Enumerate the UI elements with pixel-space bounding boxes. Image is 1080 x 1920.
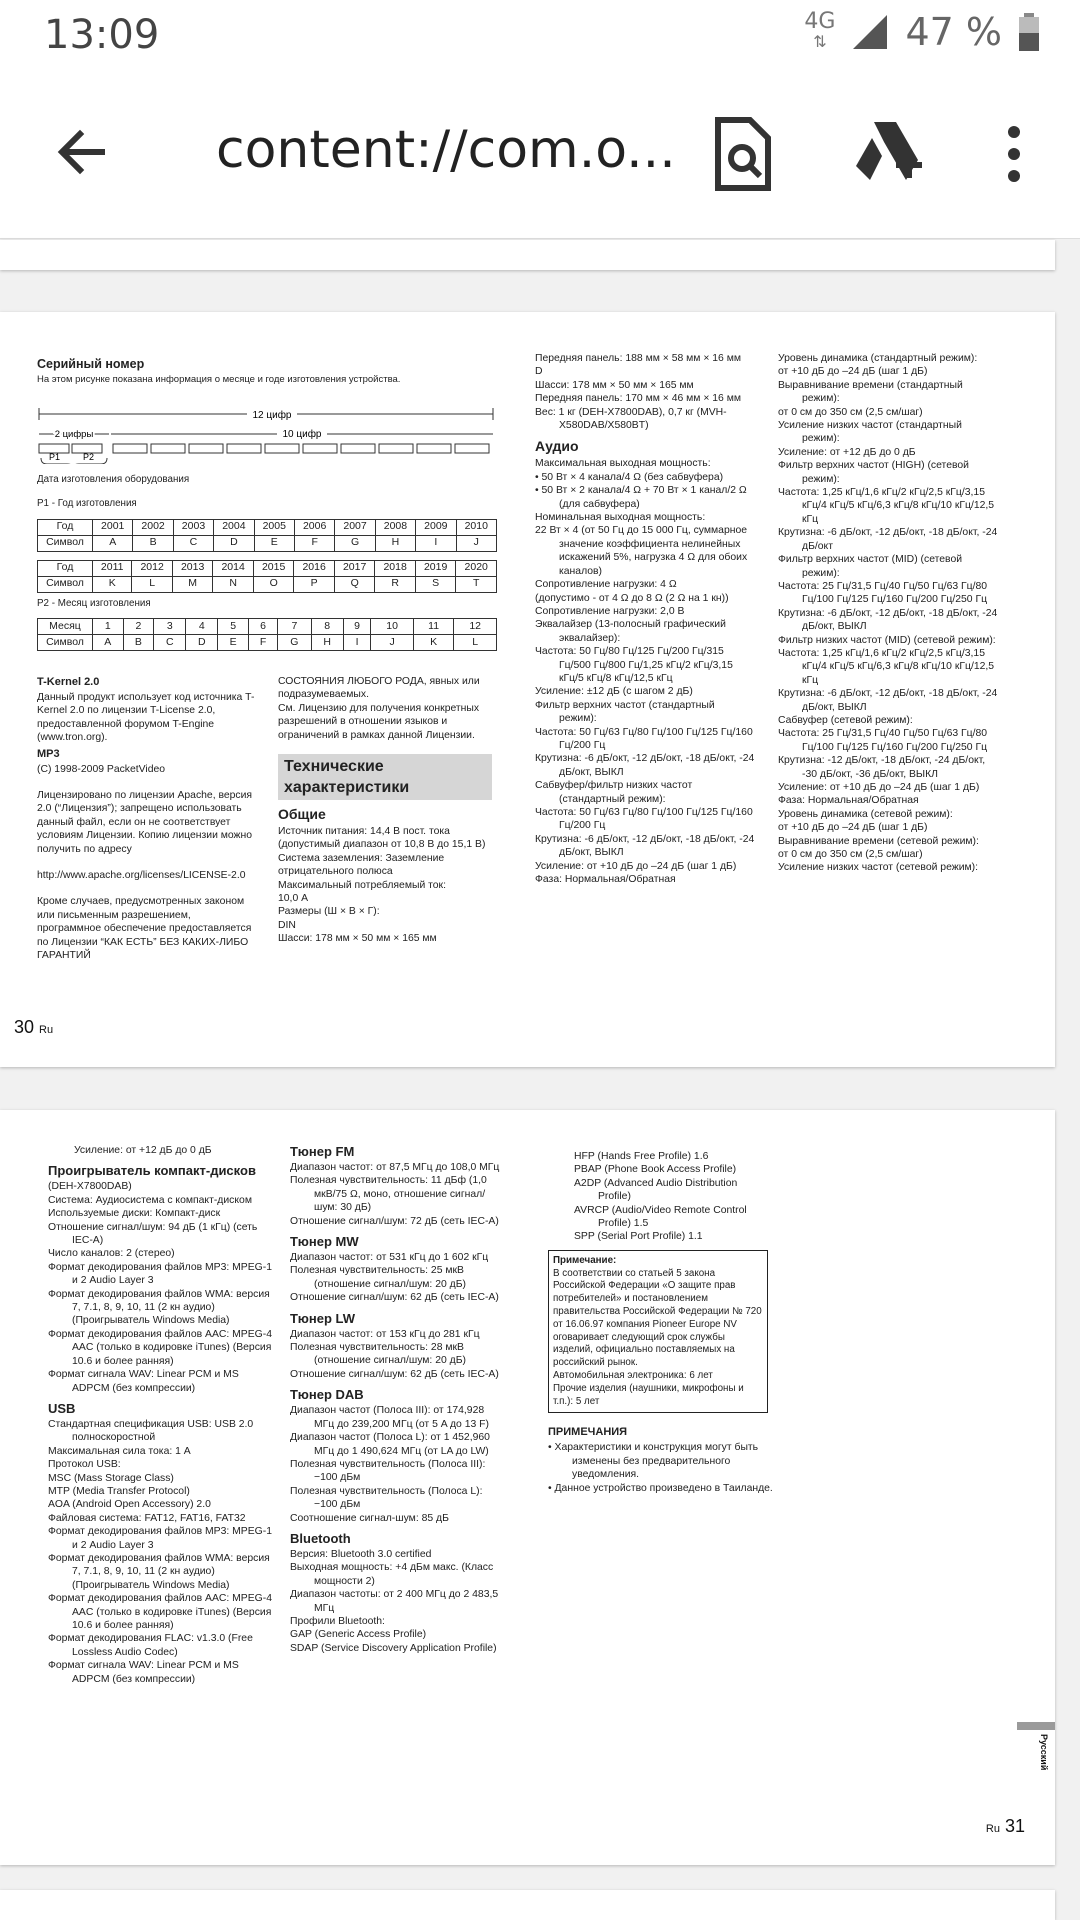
spec-line: HFP (Hands Free Profile) 1.6	[574, 1151, 709, 1162]
page-number-value: 31	[1004, 1816, 1025, 1836]
spec-line: Выравнивание времени (сетевой режим):	[778, 835, 979, 847]
table-cell: 2019	[415, 560, 456, 576]
spec-line: Число каналов: 2 (стерео)	[48, 1248, 175, 1260]
more-vert-icon[interactable]	[1000, 116, 1028, 192]
page30-column-1	[37, 352, 497, 651]
spec-line: Формат сигнала WAV: Linear PCM и MS ADPCM (без компрессии)	[48, 1369, 239, 1394]
serial-digit-boxes	[39, 444, 489, 453]
serial-digit-box	[341, 444, 375, 453]
table-cell: 2012	[132, 560, 173, 576]
cd-player-title: Проигрыватель компакт-дисков	[48, 1163, 256, 1179]
note-auto: Автомобильная электроника: 6 лет	[553, 1370, 713, 1382]
bass-boost-line: Усиление: от +12 дБ до 0 дБ	[74, 1145, 212, 1156]
spec-line: Крутизна: -6 дБ/окт, -12 дБ/окт, -18 дБ/окт, -24 дБ/окт, ВЫКЛ	[535, 753, 755, 778]
spec-line: Частота: 25 Гц/31,5 Гц/40 Гц/50 Гц/63 Гц/80 Гц/100 Гц/125 Гц/160 Гц/200 Гц/250 Гц	[778, 728, 988, 753]
spec-line: DIN	[278, 919, 296, 931]
spec-line: Диапазон частот: от 153 кГц до 281 кГц	[290, 1328, 480, 1340]
spec-line: SDAP (Service Discovery Application Profile)	[290, 1642, 497, 1654]
spec-line: Передняя панель: 170 мм × 46 мм × 16 мм	[535, 393, 742, 405]
spec-line: от 0 см до 350 см (2,5 см/шаг)	[778, 849, 923, 861]
table-cell: N	[213, 576, 254, 592]
spec-line: Усиление низких частот (стандартный режим):	[778, 420, 962, 445]
symbol-header: Символ	[38, 576, 93, 592]
next-page-edge	[0, 1890, 1055, 1920]
spec-line: Уровень динамика (стандартный режим):	[778, 353, 978, 364]
spec-line: Сабвуфер/фильтр низких частот (стандартный режим):	[535, 780, 693, 805]
table-cell: G	[278, 635, 312, 651]
spec-line: (допустимо - от 4 Ω до 8 Ω (2 Ω на 1 кн))	[535, 592, 729, 604]
mp3-text: (C) 1998-2009 PacketVideo	[37, 763, 166, 775]
spec-line: Шасси: 178 мм × 50 мм × 165 мм	[278, 933, 437, 945]
p2-marker: P2	[83, 452, 95, 463]
spec-line: (DEH-X7800DAB)	[48, 1181, 132, 1193]
spec-line: Полезная чувствительность (Полоса III): −100 дБм	[290, 1458, 486, 1484]
table-cell: Q	[334, 576, 375, 592]
spec-line: Полезная чувствительность: 11 дБф (1,0 мкВ/75 Ω, моно, отношение сигнал/шум: 30 дБ)	[290, 1175, 487, 1214]
spec-line: Протокол USB:	[48, 1459, 121, 1471]
network-type-icon: 4G ⇅	[804, 9, 836, 51]
battery-icon	[1018, 13, 1040, 51]
spec-line: Усиление: от +10 дБ до –24 дБ (шаг 1 дБ)	[778, 782, 980, 793]
page31-column-3	[548, 1150, 773, 1495]
spec-line: Фильтр верхних частот (стандартный режим):	[535, 699, 715, 725]
bluetooth-profiles-list	[548, 1150, 773, 1244]
apache-url: http://www.apache.org/licenses/LICENSE-2.0	[37, 870, 246, 882]
notes-title: ПРИМЕЧАНИЯ	[548, 1426, 628, 1439]
serial-number-diagram	[37, 392, 497, 464]
spec-line: MTP (Media Transfer Protocol)	[48, 1485, 190, 1497]
table-cell: T	[456, 576, 497, 592]
page-lang: Ru	[985, 1823, 1000, 1835]
spec-line: Файловая система: FAT12, FAT16, FAT32	[48, 1512, 246, 1524]
network-label: 4G	[804, 9, 836, 34]
spec-line: Диапазон частот (Полоса III): от 174,928 МГц до 239,200 МГц (от 5 A до 13 F)	[290, 1405, 489, 1430]
table-cell: 2015	[253, 560, 294, 576]
spec-line: 22 Вт × 4 (от 50 Гц до 15 000 Гц, суммарное значение коэффициента нелинейных искажений 5%, нагрузка 4 Ω для обоих каналов)	[535, 525, 748, 577]
table-cell: 2008	[375, 519, 415, 535]
serial-digit-box	[189, 444, 223, 453]
lw-tuner-title: Тюнер LW	[290, 1310, 355, 1326]
table-cell: S	[415, 576, 456, 592]
note-text: В соответствии со статьей 5 закона Российской Федерации «О защите прав потребителей» и постановлением правительства Российской Федерации № 720 от 16.06.97 компания Pioneer Europe NV оговаривает следующий срок службы изделий, официально поставляемых на российский рынок.	[553, 1267, 762, 1369]
table-cell: 2013	[172, 560, 213, 576]
signal-icon	[851, 13, 889, 51]
notes-list	[548, 1441, 773, 1495]
month-header: Месяц	[38, 619, 93, 635]
lw-spec-list	[290, 1328, 505, 1382]
table-cell: I	[416, 535, 456, 551]
spec-line: Крутизна: -6 дБ/окт, -12 дБ/окт, -18 дБ/окт, -24 дБ/окт, ВЫКЛ	[535, 833, 755, 859]
spec-line: Стандартная спецификация USB: USB 2.0 полноскоростной	[48, 1418, 254, 1444]
table-cell: R	[375, 576, 416, 592]
spec-line: Диапазон частот: от 87,5 МГц до 108,0 МГц	[290, 1162, 500, 1173]
tech-spec-heading: Технические характеристики	[278, 754, 492, 800]
fm-spec-list	[290, 1161, 505, 1228]
spec-line: Диапазон частот: от 531 кГц до 1 602 кГц	[290, 1252, 489, 1264]
back-arrow-icon[interactable]	[52, 122, 112, 182]
table-cell: 10	[371, 619, 414, 635]
spec-line: Отношение сигнал/шум: 72 дБ (сеть IEC-A)	[290, 1215, 499, 1227]
language-tab: Русский	[1039, 1734, 1049, 1771]
spec-line: от 0 см до 350 см (2,5 см/шаг)	[778, 406, 923, 418]
spec-line: Фильтр низких частот (MID) (сетевой режим):	[778, 634, 996, 646]
serial-digit-box	[151, 444, 185, 453]
spec-line: от +10 дБ до –24 дБ (шаг 1 дБ)	[778, 366, 928, 378]
spec-line: Диапазон частот (Полоса L): от 1 452,960 МГц до 1 490,624 МГц (от LA до LW)	[290, 1432, 490, 1457]
page30-column-2	[278, 675, 496, 946]
previous-page-edge	[0, 240, 1055, 270]
general-spec-list	[278, 825, 496, 946]
spec-line: Отношение сигнал/шум: 62 дБ (сеть IEC-A)	[290, 1368, 499, 1380]
spec-line: PBAP (Phone Book Access Profile)	[574, 1164, 737, 1176]
spec-line: Отношение сигнал/шум: 94 дБ (1 кГц) (сеть IEC-A)	[48, 1221, 258, 1247]
table-cell: 1	[93, 619, 124, 635]
table-cell: 8	[311, 619, 343, 635]
table-cell: 2007	[335, 519, 375, 535]
spec-line: Система: Аудиосистема с компакт-диском	[48, 1194, 252, 1206]
table-cell: 2002	[133, 519, 173, 535]
year-table-2	[37, 560, 497, 593]
spec-line: отрицательного полюса	[278, 866, 393, 878]
spec-line: 10,0 А	[278, 893, 309, 905]
p1-year-label: P1 - Год изготовления	[37, 498, 137, 510]
year-header: Год	[38, 560, 93, 576]
symbol-header: Символ	[38, 635, 93, 651]
table-cell: A	[93, 635, 124, 651]
spec-line: Частота: 1,25 кГц/1,6 кГц/2 кГц/2,5 кГц/3,15 кГц/4 кГц/5 кГц/6,3 кГц/8 кГц/10 кГц/12,5 кГц	[778, 487, 995, 525]
find-in-page-icon[interactable]	[710, 116, 776, 192]
status-bar	[0, 0, 1080, 72]
table-cell: M	[172, 576, 213, 592]
dimensions-list	[535, 352, 755, 432]
serial-digit-box	[455, 444, 489, 453]
table-cell: 2005	[254, 519, 294, 535]
except-text: Кроме случаев, предусмотренных законом или письменным разрешением, программное обеспечение предоставляется по Лицензии “КАК ЕСТЬ” БЕЗ КАКИХ-ЛИБО ГАРАНТИЙ	[37, 896, 252, 962]
table-cell: 2	[123, 619, 154, 635]
spec-line: Формат декодирования файлов MP3: MPEG-1 и 2 Audio Layer 3	[48, 1261, 272, 1287]
serial-digit-box	[227, 444, 261, 453]
symbol-header: Символ	[38, 535, 93, 551]
page-number-31	[986, 1816, 1025, 1837]
page-lang: Ru	[39, 1024, 54, 1036]
status-time: 13:09	[44, 12, 160, 58]
note-other: Прочие изделия (наушники, микрофоны и т.п.): 5 лет	[553, 1382, 744, 1407]
spec-line: Источник питания: 14,4 В пост. тока	[278, 826, 450, 838]
serial-title: Серийный номер	[37, 357, 145, 371]
table-cell: 7	[278, 619, 312, 635]
table-cell: 2003	[173, 519, 213, 535]
fm-tuner-title: Тюнер FM	[290, 1144, 355, 1159]
col2-top-text: СОСТОЯНИЯ ЛЮБОГО РОДА, явных или подразумеваемых.	[278, 676, 480, 701]
table-cell: 2009	[416, 519, 456, 535]
table-cell: E	[218, 635, 249, 651]
spec-line: Сопротивление нагрузки: 2,0 В	[535, 605, 685, 617]
table-cell: 2018	[375, 560, 416, 576]
serial-description: На этом рисунке показана информация о месяце и годе изготовления устройства.	[37, 374, 401, 385]
table-cell: P	[294, 576, 335, 592]
table-cell: K	[93, 576, 132, 592]
spec-line: Усиление: от +10 дБ до –24 дБ (шаг 1 дБ)	[535, 860, 737, 872]
two-digits-label: 2 цифры	[54, 429, 94, 441]
spec-line: Максимальный потребляемый ток:	[278, 879, 446, 891]
table-cell: F	[294, 535, 334, 551]
spec-line: • 50 Вт × 2 канала/4 Ω + 70 Вт × 1 канал/2 Ω (для сабвуфера)	[535, 485, 747, 510]
spec-line: Передняя панель: 188 мм × 58 мм × 16 мм	[535, 353, 742, 364]
table-cell: C	[154, 635, 186, 651]
dab-spec-list	[290, 1404, 505, 1525]
spec-line: Фильтр верхних частот (MID) (сетевой режим):	[778, 554, 963, 579]
spec-line: Версия: Bluetooth 3.0 certified	[290, 1548, 432, 1560]
tkernel-text: Данный продукт использует код источника T-Kernel 2.0 по лицензии T-License 2.0, предоставленной форумом T-Engine (www.tron.org).	[37, 692, 255, 744]
spec-line: MSC (Mass Storage Class)	[48, 1472, 174, 1484]
table-cell: 2014	[213, 560, 254, 576]
document-page-30[interactable]	[0, 312, 1055, 1067]
table-cell: J	[371, 635, 414, 651]
page-number-30	[14, 1017, 53, 1038]
table-cell: 11	[413, 619, 454, 635]
serial-digit-box	[303, 444, 337, 453]
table-cell: H	[375, 535, 415, 551]
spec-line: Вес: 1 кг (DEH-X7800DAB), 0,7 кг (MVH-X580DAB/X580BT)	[535, 406, 727, 432]
spec-line: Крутизна: -6 дБ/окт, -12 дБ/окт, -18 дБ/окт, -24 дБ/окт, ВЫКЛ	[778, 688, 998, 713]
language-tab-marker	[1017, 1722, 1055, 1730]
drive-add-icon[interactable]	[852, 116, 924, 192]
spec-line: Частота: 50 Гц/80 Гц/125 Гц/200 Гц/315 Гц/500 Гц/800 Гц/1,25 кГц/2 кГц/3,15 кГц/5 кГц/8 кГц/12,5 кГц	[535, 646, 733, 684]
spec-line: Система заземления: Заземление	[278, 852, 445, 864]
apache-text: Лицензировано по лицензии Apache, версия 2.0 (“Лицензия”); запрещено использовать данный файл, если он не соответствует условиям Лицензии. Копию лицензии можно получить по адресу	[37, 790, 253, 855]
spec-line: Максимальная сила тока: 1 А	[48, 1445, 191, 1457]
spec-line: Максимальная выходная мощность:	[535, 458, 711, 470]
ten-digits-label: 10 цифр	[282, 429, 322, 441]
spec-line: Формат декодирования файлов WMA: версия 7, 7.1, 8, 9, 10, 11 (2 кн аудио) (Проигрыватель Windows Media)	[48, 1552, 270, 1591]
table-cell: 3	[154, 619, 186, 635]
spec-line: Номинальная выходная мощность:	[535, 512, 706, 524]
table-cell: 2010	[456, 519, 496, 535]
spec-line: Используемые диски: Компакт-диск	[48, 1208, 221, 1220]
spec-line: Фаза: Нормальная/Обратная	[535, 874, 676, 886]
table-cell: I	[343, 635, 371, 651]
table-cell: C	[173, 535, 213, 551]
spec-line: Формат сигнала WAV: Linear PCM и MS ADPCM (без компрессии)	[48, 1660, 239, 1685]
bluetooth-spec-list	[290, 1548, 505, 1655]
spec-line: Соотношение сигнал-шум: 85 дБ	[290, 1512, 449, 1524]
spec-line: (допустимый диапазон от 10,8 В до 15,1 В)	[278, 839, 486, 851]
table-cell: 2011	[93, 560, 132, 576]
spec-line: Крутизна: -6 дБ/окт, -12 дБ/окт, -18 дБ/окт, -24 дБ/окт, ВЫКЛ	[778, 607, 998, 633]
spec-line: • Характеристики и конструкция могут быть изменены без предварительного уведомления.	[548, 1442, 759, 1481]
table-cell: 2017	[334, 560, 375, 576]
year-table-1	[37, 519, 497, 552]
spec-line: Фильтр верхних частот (HIGH) (сетевой режим):	[778, 460, 969, 485]
page30-column-3	[535, 352, 755, 886]
year-header: Год	[38, 519, 93, 535]
spec-line: Отношение сигнал/шум: 62 дБ (сеть IEC-A)	[290, 1292, 499, 1304]
table-cell: 2016	[294, 560, 335, 576]
spec-line: Шасси: 178 мм × 50 мм × 165 мм	[535, 379, 694, 391]
spec-line: • Данное устройство произведено в Таиланде.	[548, 1482, 773, 1494]
spec-line: Частота: 50 Гц/63 Гц/80 Гц/100 Гц/125 Гц/160 Гц/200 Гц	[535, 726, 753, 751]
table-cell: L	[132, 576, 173, 592]
spec-line: D	[535, 366, 543, 378]
russia-note-box	[548, 1250, 768, 1414]
serial-digit-box	[379, 444, 413, 453]
spec-line: Сабвуфер (сетевой режим):	[778, 714, 913, 726]
col2-see-text: См. Лицензию для получения конкретных разрешений в отношении языков и ограничений в рамках данной Лицензии.	[278, 702, 480, 741]
twelve-digits-label: 12 цифр	[252, 410, 292, 422]
spec-line: Выходная мощность: +4 дБм макс. (Класс мощности 2)	[290, 1562, 494, 1587]
spec-line: Частота: 50 Гц/63 Гц/80 Гц/100 Гц/125 Гц/160 Гц/200 Гц	[535, 807, 753, 832]
spec-line: Диапазон частоты: от 2 400 МГц до 2 483,5 МГц	[290, 1589, 499, 1614]
spec-line: SPP (Serial Port Profile) 1.1	[574, 1231, 703, 1243]
table-cell: J	[456, 535, 496, 551]
spec-line: Полезная чувствительность (Полоса L): −100 дБм	[290, 1485, 483, 1511]
spec-line: Выравнивание времени (стандартный режим):	[778, 379, 963, 405]
spec-line: Профили Bluetooth:	[290, 1615, 385, 1627]
table-cell: 9	[343, 619, 371, 635]
spec-line: Фаза: Нормальная/Обратная	[778, 795, 919, 807]
app-toolbar	[0, 72, 1080, 239]
spec-line: Усиление: от +12 дБ до 0 дБ	[778, 446, 916, 458]
table-cell: G	[335, 535, 375, 551]
table-cell: D	[186, 635, 218, 651]
table-cell: B	[123, 635, 154, 651]
spec-line: Частота: 1,25 кГц/1,6 кГц/2 кГц/2,5 кГц/3,15 кГц/4 кГц/5 кГц/6,3 кГц/8 кГц/10 кГц/12,5 кГц	[778, 647, 995, 686]
spec-line: Формат декодирования файлов MP3: MPEG-1 и 2 Audio Layer 3	[48, 1526, 272, 1551]
mw-tuner-title: Тюнер MW	[290, 1234, 359, 1250]
usb-spec-list	[48, 1418, 273, 1686]
note-title: Примечание:	[553, 1254, 617, 1266]
toolbar-title: content://com.o...	[216, 120, 676, 180]
page30-column-4	[778, 352, 998, 875]
page-number-value: 30	[14, 1017, 35, 1037]
table-cell: L	[454, 635, 497, 651]
cd-spec-list	[48, 1180, 273, 1395]
spec-line: Полезная чувствительность: 25 мкВ (отношение сигнал/шум: 20 дБ)	[290, 1265, 466, 1290]
serial-digit-box	[417, 444, 451, 453]
document-page-31[interactable]	[0, 1110, 1055, 1865]
table-cell: H	[311, 635, 343, 651]
spec-line: GAP (Generic Access Profile)	[290, 1629, 427, 1641]
spec-line: Сопротивление нагрузки: 4 Ω	[535, 579, 677, 591]
table-cell: K	[413, 635, 454, 651]
page31-column-1	[48, 1144, 273, 1686]
spec-line: Формат декодирования файлов AAC: MPEG-4 AAC (только в кодировке iTunes) (Версия 10.6 и более ранняя)	[48, 1328, 272, 1367]
battery-percent: 47 %	[905, 10, 1002, 54]
table-cell: 5	[218, 619, 249, 635]
spec-line: AOA (Android Open Accessory) 2.0	[48, 1499, 211, 1511]
audio-title: Аудио	[535, 438, 579, 455]
network-mode-spec-list	[778, 352, 998, 875]
table-cell: 12	[454, 619, 497, 635]
spec-line: Крутизна: -6 дБ/окт, -12 дБ/окт, -18 дБ/окт, -24 дБ/окт	[778, 527, 998, 552]
bluetooth-title: Bluetooth	[290, 1530, 351, 1546]
table-cell: E	[254, 535, 294, 551]
table-cell: D	[214, 535, 254, 551]
page30-license-column	[37, 675, 257, 963]
p1-marker: P1	[49, 452, 61, 463]
mw-spec-list	[290, 1251, 505, 1305]
spec-line: Формат декодирования файлов WMA: версия 7, 7.1, 8, 9, 10, 11 (2 кн аудио) (Проигрыватель Windows Media)	[48, 1288, 270, 1327]
spec-line: Формат декодирования файлов AAC: MPEG-4 AAC (только в кодировке iTunes) (Версия 10.6 и более ранняя)	[48, 1593, 272, 1631]
spec-line: Размеры (Ш × В × Г):	[278, 906, 380, 918]
mfg-date-label: Дата изготовления оборудования	[37, 473, 190, 485]
table-cell: B	[133, 535, 173, 551]
table-cell: 2001	[93, 519, 133, 535]
tkernel-title: T-Kernel 2.0	[37, 676, 100, 688]
table-cell: O	[253, 576, 294, 592]
spec-line: Крутизна: -12 дБ/окт, -18 дБ/окт, -24 дБ/окт, -30 дБ/окт, -36 дБ/окт, ВЫКЛ	[778, 755, 986, 780]
spec-line: Полезная чувствительность: 28 мкВ (отношение сигнал/шум: 20 дБ)	[290, 1342, 466, 1367]
spec-line: Усиление: ±12 дБ (с шагом 2 дБ)	[535, 686, 693, 698]
mp3-title: MP3	[37, 747, 60, 760]
table-cell: 2006	[294, 519, 334, 535]
table-cell: F	[248, 635, 277, 651]
p2-month-label: P2 - Месяц изготовления	[37, 597, 151, 609]
table-cell: 2020	[456, 560, 497, 576]
table-cell: A	[93, 535, 133, 551]
month-table	[37, 618, 497, 651]
table-cell: 6	[248, 619, 277, 635]
serial-digit-box	[265, 444, 299, 453]
general-title: Общие	[278, 806, 326, 823]
spec-line: AVRCP (Audio/Video Remote Control Profile) 1.5	[574, 1204, 747, 1230]
spec-line: Эквалайзер (13-полосный графический эквалайзер):	[535, 619, 726, 644]
status-icons	[804, 10, 1040, 54]
spec-line: • 50 Вт × 4 канала/4 Ω (без сабвуфера)	[535, 471, 724, 483]
spec-line: от +10 дБ до –24 дБ (шаг 1 дБ)	[778, 822, 928, 834]
dab-tuner-title: Тюнер DAB	[290, 1387, 364, 1403]
page31-column-2	[290, 1144, 505, 1655]
spec-line: Уровень динамика (сетевой режим):	[778, 808, 953, 820]
spec-line: A2DP (Advanced Audio Distribution Profile)	[574, 1177, 738, 1203]
serial-digit-box	[113, 444, 147, 453]
table-cell: 4	[186, 619, 218, 635]
spec-line: Усиление низких частот (сетевой режим):	[778, 862, 978, 874]
usb-title: USB	[48, 1400, 76, 1416]
audio-spec-list	[535, 457, 755, 886]
spec-line: Частота: 25 Гц/31,5 Гц/40 Гц/50 Гц/63 Гц/80 Гц/100 Гц/125 Гц/160 Гц/200 Гц/250 Гц	[778, 580, 988, 606]
table-cell: 2004	[214, 519, 254, 535]
spec-line: Формат декодирования FLAC: v1.3.0 (Free Lossless Audio Codec)	[48, 1633, 253, 1658]
